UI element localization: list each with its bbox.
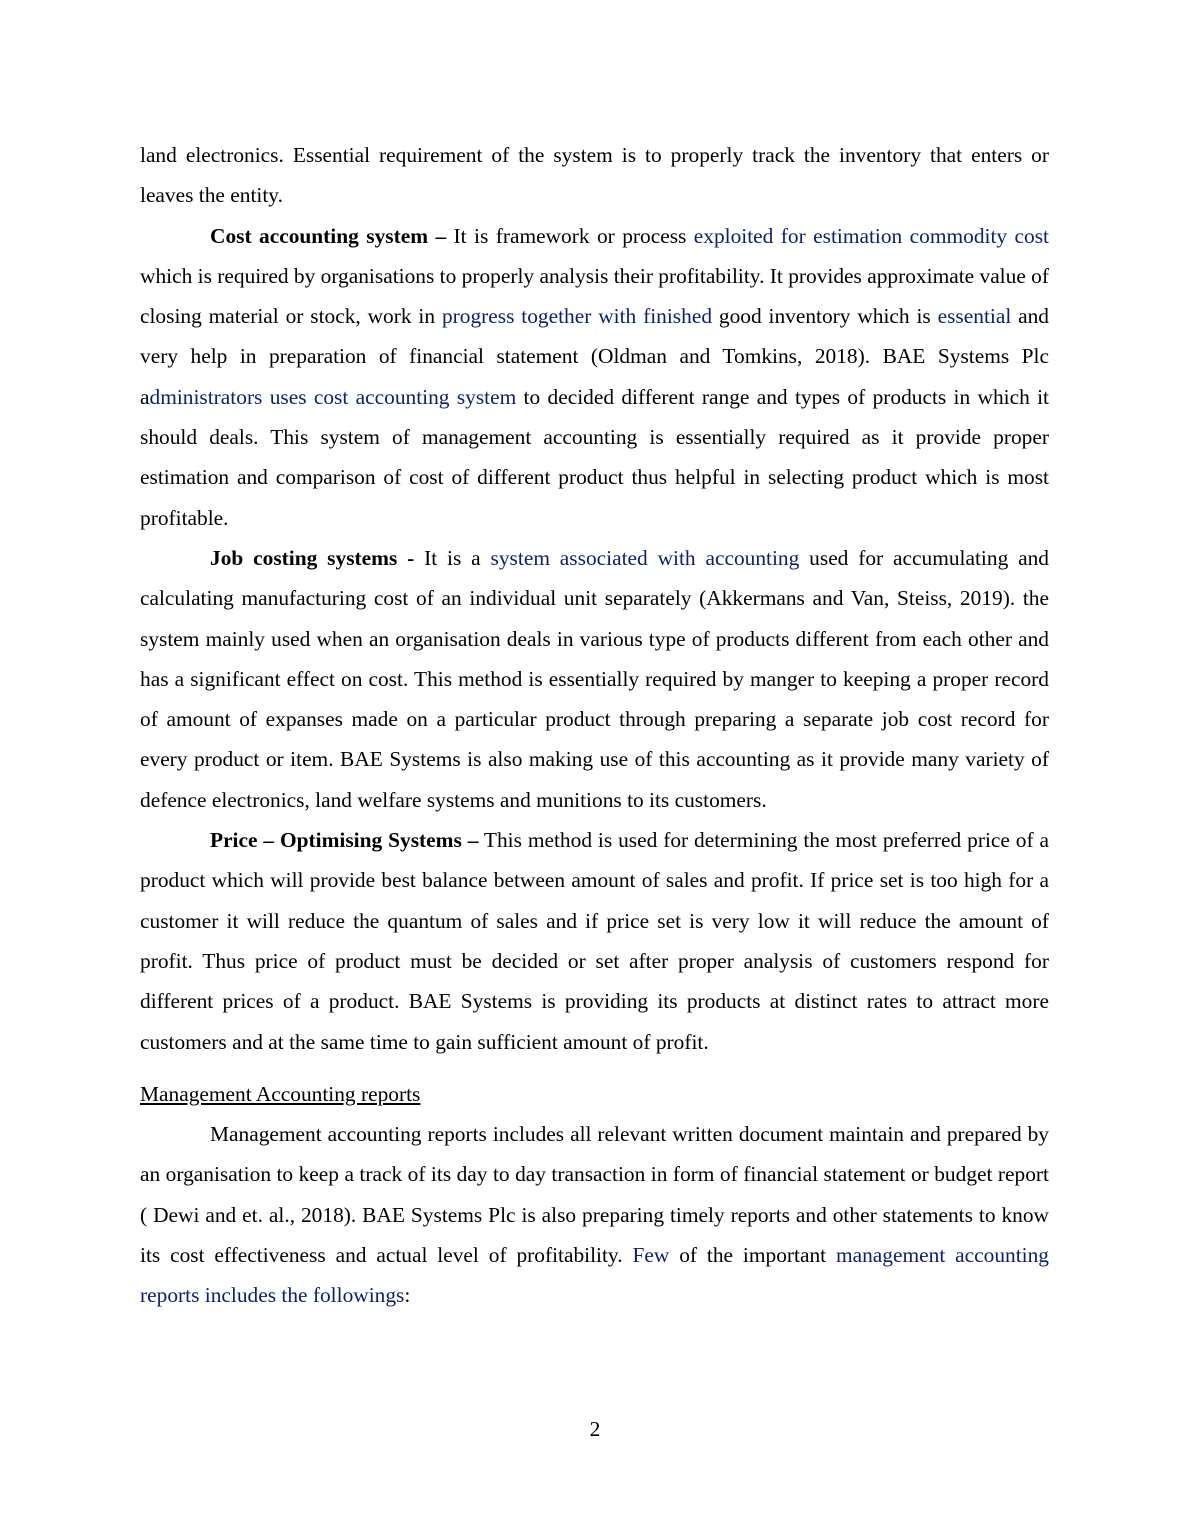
highlighted-text: system associated with accounting (490, 545, 800, 570)
text: It is framework or process (446, 223, 694, 248)
text: good inventory which is (712, 304, 938, 329)
text: Management accounting reports includes all relevant written document maintain and prepared by an organisation to keep a track of its day to day transaction in form of financial statement or budget report ( Dewi and et. al., 2018). BAE Systems Plc is also preparing timely reports and other statements to know its cost effectiveness and actual level of profitability. (140, 1122, 1049, 1268)
page-number: 2 (589, 1417, 601, 1441)
paragraph-price-optimising (140, 820, 1049, 1062)
text: land electronics. Essential requirement of the system is to properly track the inventory that enters or leaves the entity. (140, 143, 1049, 208)
term-heading: Cost accounting system – (210, 223, 447, 248)
paragraph-intro (140, 135, 1049, 216)
paragraph-job-costing (140, 538, 1049, 820)
highlighted-text: management accounting reports includes the followings (140, 1243, 1049, 1308)
highlighted-text: exploited for estimation commodity cost (693, 223, 1049, 248)
term-heading: Price – Optimising Systems – (210, 828, 479, 853)
text: to decided different range and types of products in which it should deals. This system of management accounting is essentially required as it provide proper estimation and comparison of cost of different product thus helpful in selecting product which is most profitable. (140, 384, 1049, 530)
text: which is required by organisations to properly analysis their profitability. It provides approximate value of closing material or stock, work in (140, 263, 1049, 329)
text: This method is used for determining the most preferred price of a product which will provide best balance between amount of sales and profit. If price set is too high for a customer it will reduce the quantum of sales and if price set is very low it will reduce the amount of profit. Thus price of product must be decided or set after proper analysis of customers respond for different prices of a product. BAE Systems is providing its products at distinct rates to attract more customers and at the same time to gain sufficient amount of profit. (140, 828, 1050, 1054)
text: of the important (669, 1243, 836, 1268)
term-heading: Job costing systems - (210, 545, 415, 570)
paragraph-cost-accounting (140, 216, 1049, 538)
text: and very help in preparation of financial statement (Oldman and Tomkins, 2018). BAE Systems Plc a (140, 304, 1050, 409)
text: used for accumulating and calculating manufacturing cost of an individual unit separately (Akkermans and Van, Steiss, 2019). the system mainly used when an organisation deals in various type of products different from each other and has a significant effect on cost. This method is essentially required by manger to keeping a proper record of amount of expanses made on a particular product through preparing a separate job cost record for every product or item. BAE Systems is also making use of this accounting as it provide many variety of defence electronics, land welfare systems and munitions to its customers. (140, 545, 1050, 812)
section-heading: Management Accounting reports (140, 1081, 421, 1106)
highlighted-text: Few (632, 1243, 670, 1268)
highlighted-text: dministrators uses cost accounting system (149, 384, 517, 409)
paragraph-reports (140, 1114, 1049, 1315)
highlighted-text: progress together with finished (441, 304, 713, 329)
text: : (404, 1283, 411, 1308)
document-page (140, 135, 1049, 1316)
highlighted-text: essential (937, 304, 1012, 329)
text: It is a (414, 545, 491, 570)
